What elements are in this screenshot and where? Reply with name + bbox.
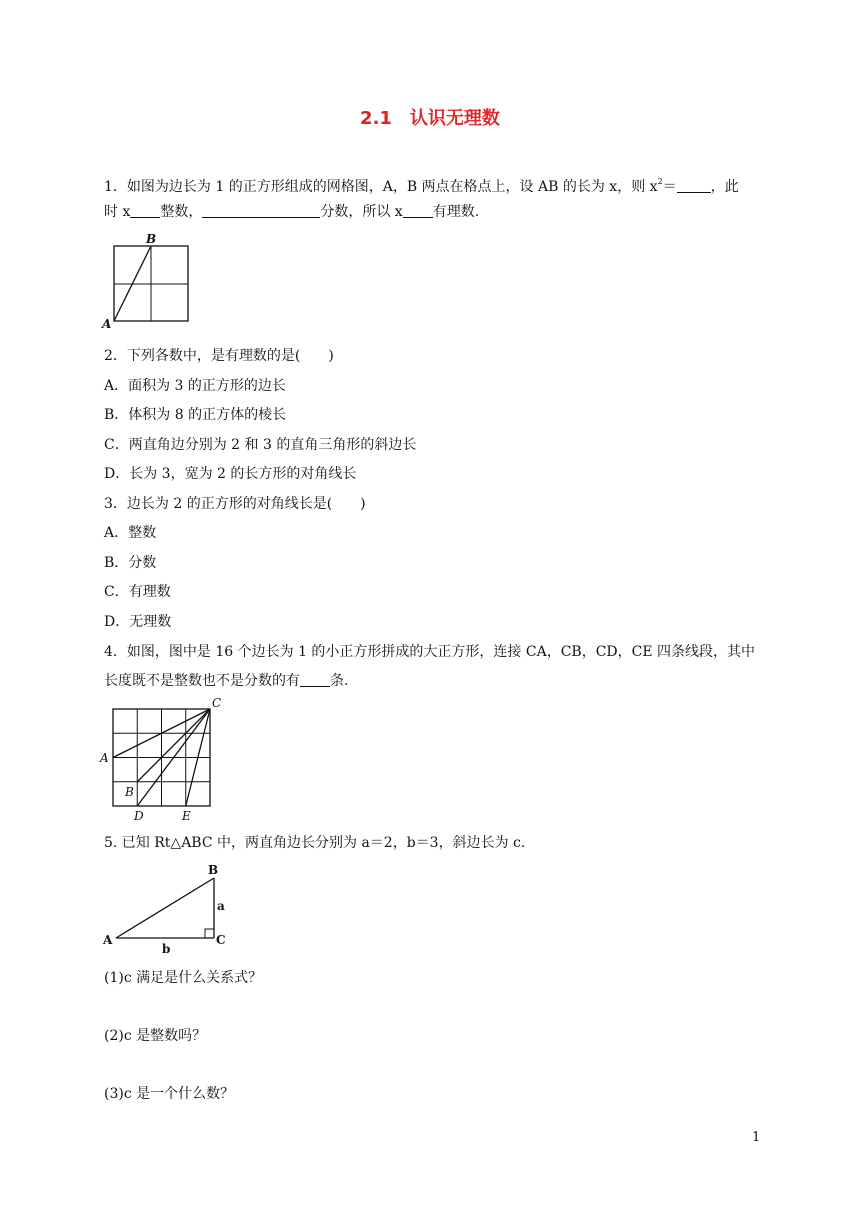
question-3-option-a[interactable]: A．整数	[104, 525, 157, 541]
question-2-option-d[interactable]: D．长为 3，宽为 2 的长方形的对角线长	[104, 466, 357, 482]
answer-blank[interactable]	[677, 178, 711, 193]
label-d: D	[134, 809, 144, 823]
label-a: A	[103, 933, 113, 947]
question-3-option-b[interactable]: B．分数	[104, 555, 157, 571]
question-3-stem: 3．边长为 2 的正方形的对角线长是( )	[104, 496, 366, 512]
label-c: C	[212, 696, 222, 710]
question-1-line-2: 时 x 整数， 分数，所以 x 有理数.	[104, 204, 480, 220]
label-b: B	[125, 785, 134, 799]
label-side-a: a	[217, 899, 225, 913]
question-3-option-c[interactable]: C．有理数	[104, 584, 171, 600]
answer-blank[interactable]	[300, 672, 330, 687]
label-b: B	[146, 232, 157, 246]
answer-blank[interactable]	[130, 203, 160, 218]
grid-figure-1	[100, 230, 200, 330]
question-2-option-a[interactable]: A．面积为 3 的正方形的边长	[104, 378, 286, 394]
page-number: 1	[752, 1130, 761, 1145]
question-4-line-2: 长度既不是整数也不是分数的有 条.	[104, 673, 349, 689]
page-title: 2.1 认识无理数	[360, 108, 500, 129]
triangle-figure-5	[100, 858, 240, 956]
label-a: A	[100, 751, 109, 765]
question-5-sub-1: (1)c 满足是什么关系式？	[104, 970, 263, 986]
hypotenuse-ab	[116, 878, 214, 938]
question-2-option-b[interactable]: B．体积为 8 的正方体的棱长	[104, 407, 287, 423]
label-a: A	[102, 317, 112, 331]
label-c: C	[216, 933, 226, 947]
segment-cb	[137, 709, 210, 782]
question-5-stem: 5. 已知 Rt△ABC 中，两直角边长分别为 a＝2，b＝3，斜边长为 c.	[104, 835, 526, 851]
question-1-line-1: 1．如图为边长为 1 的正方形组成的网格图，A，B 两点在格点上，设 AB 的长为 x，则 $x^2=$ ，此	[104, 177, 739, 195]
label-e: E	[182, 809, 191, 823]
answer-blank[interactable]	[202, 203, 320, 218]
label-side-b: b	[162, 942, 171, 956]
question-2-option-c[interactable]: C．两直角边分别为 2 和 3 的直角三角形的斜边长	[104, 437, 417, 453]
question-4-line-1: 4．如图，图中是 16 个边长为 1 的小正方形拼成的大正方形，连接 CA，CB，CD，CE 四条线段，其中	[104, 644, 756, 660]
right-angle-mark	[205, 929, 214, 938]
question-5-sub-2: (2)c 是整数吗？	[104, 1028, 207, 1044]
grid-figure-4	[100, 695, 230, 825]
question-5-sub-3: (3)c 是一个什么数？	[104, 1086, 235, 1102]
label-b: B	[208, 863, 219, 877]
answer-blank[interactable]	[403, 203, 433, 218]
question-2-stem: 2．下列各数中，是有理数的是( )	[104, 348, 334, 364]
question-3-option-d[interactable]: D．无理数	[104, 614, 172, 630]
